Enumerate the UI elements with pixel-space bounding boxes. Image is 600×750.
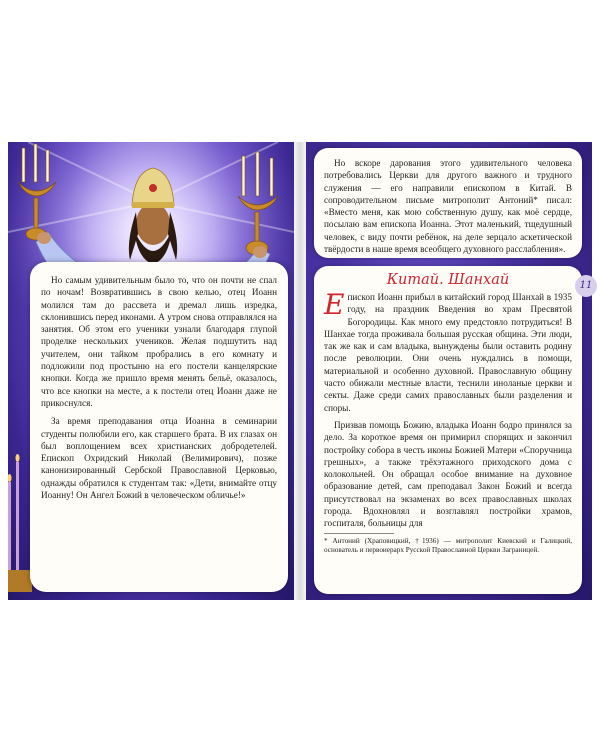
left-page	[8, 142, 294, 600]
footnote-divider	[324, 533, 394, 534]
section-heading: Китай. Шанхай	[386, 272, 510, 288]
right-top-paragraph: Но вскоре дарования этого удивительного человека потребовались Церкви для другого важного и трудного служения — его направили епископом в Китай. В сопроводительном письме митрополит Антоний* писал: «Вместо меня, как мою собственную душу, как моё сердце, посылаю вам епископа Иоанна. Этот маленький, тщедушный человек, с виду почти ребёнок, на деле зерцало аскетической твёрдости в наше время всеобщего духовного расслабления».	[324, 158, 572, 255]
right-paragraph-1: Епископ Иоанн прибыл в китайский город Шанхай в 1935 году, на праздник Введения во храм Пресвятой Богородицы. Как много ему предстояло потрудиться! В Шанхае тогда проживала большая русская община. Эти люди, так же как и сам владыка, вынуждены были оставить родину после революции. Они очень нуждались в помощи, материальной и особенно духовной. Православную общину часто обижали местные власти, теснили иноланые церкви и секты. Даже среди самих православных были разделения и споры.	[324, 288, 572, 413]
left-text-panel	[30, 262, 288, 592]
footnote: * Антоний (Храповицкий, †1936) — митрополит Киевский и Галицкий, основатель и первоиерарх Русской Православной Церкви Заграницей.	[324, 536, 572, 554]
page-number: 11	[575, 275, 597, 297]
right-top-panel	[314, 148, 582, 258]
drop-cap: Е	[324, 288, 345, 321]
right-paragraph-2: Призвав помощь Божию, владыка Иоанн бодро принялся за дело. За короткое время он примирил спорящих и закончил постройку собора в честь иконы Божией Матери «Споручница грешных», а также трёхэтажного приходского дома с колокольней. Он обращал особое внимание на духовное образование детей, сам преподавал Закон Божий и всегда присутствовал на экзаменах во всех православных школах города. Вдохновлял и возглавлял постройки храмов, госпиталя, больницы для	[324, 419, 572, 529]
book-gutter	[294, 142, 306, 600]
foreground-candles	[8, 442, 32, 592]
right-main-panel	[314, 266, 582, 594]
left-paragraph-1: Но самым удивительным было то, что он почти не спал по ночам! Возвратившись в свою келью, отец Иоанн молился там до рассвета и дремал лишь изредка, склонившись перед иконами. А утром снова отправлялся на занятия. Об этом его ученики узнали благодаря глупой проделке нескольких учеников. Желая подшутить над учителем, они тайком пробрались в его комнату и подложили под простыню на его постели канцелярские кнопки. Когда же пришло время менять бельё, оказалось, что все кнопки на месте, а к постели отец Иоанн даже не прикоснулся.	[41, 275, 277, 408]
right-page	[306, 142, 592, 600]
left-paragraph-2: За время преподавания отца Иоанна в семинарии студенты полюбили его, как старшего брата. В их глазах он был воплощением всех христианских добродетелей. Епископ Охридский Николай (Велимирович), позже канонизированный Сербской Православной Церковью, однажды обратился к студентам так: «Дети, внимайте отцу Иоанну! Он Ангел Божий в человеческом обличье!»	[41, 416, 277, 501]
